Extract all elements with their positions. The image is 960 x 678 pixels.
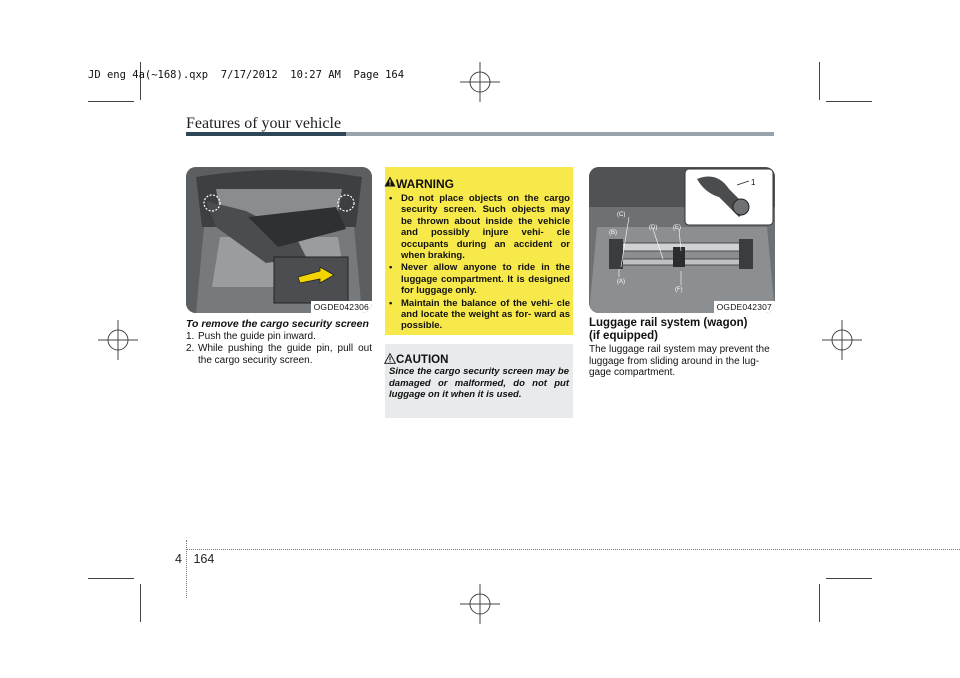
chapter-number: 4 bbox=[175, 552, 182, 566]
step-number: 1. bbox=[186, 331, 195, 342]
caution-triangle-icon bbox=[384, 353, 396, 364]
warning-item: • Never allow anyone to ride in the luggage compartment. It is designed for luggage only. bbox=[389, 262, 570, 297]
section-title-line: Luggage rail system (wagon) bbox=[589, 317, 748, 329]
crop-mark bbox=[826, 101, 872, 102]
caution-title: CAUTION bbox=[396, 354, 449, 366]
registration-mark-icon bbox=[460, 62, 500, 102]
procedure-steps bbox=[186, 331, 372, 367]
crop-mark bbox=[140, 584, 141, 622]
label-one: 1 bbox=[751, 178, 756, 187]
procedure-title: To remove the cargo security screen bbox=[186, 318, 369, 330]
figure-code: OGDE042306 bbox=[311, 301, 372, 313]
print-slug: JD eng 4a(~168).qxp 7/17/2012 10:27 AM Page 164 bbox=[88, 69, 405, 81]
page-number-value: 164 bbox=[193, 552, 215, 566]
label-d: (D) bbox=[649, 225, 658, 231]
crop-mark bbox=[140, 62, 141, 100]
label-a: (A) bbox=[617, 279, 625, 285]
crop-mark bbox=[819, 584, 820, 622]
crop-mark bbox=[88, 578, 134, 579]
step-number: 2. bbox=[186, 343, 195, 354]
registration-mark-icon bbox=[460, 584, 500, 624]
crop-mark bbox=[819, 62, 820, 100]
step-text: While pushing the guide pin, pull out the cargo security screen. bbox=[198, 343, 372, 366]
step-text: Push the guide pin inward. bbox=[198, 331, 316, 342]
warning-item-text: Never allow anyone to ride in the luggage compartment. It is designed for luggage only. bbox=[401, 262, 570, 297]
warning-triangle-icon bbox=[384, 176, 396, 187]
registration-mark-icon bbox=[98, 320, 138, 360]
luggage-rail-illustration bbox=[589, 167, 775, 313]
page-header-title: Features of your vehicle bbox=[186, 115, 342, 132]
figure-code: OGDE042307 bbox=[714, 301, 775, 313]
warning-item: • Maintain the balance of the vehi- cle and locate the weight as for- ward as possible. bbox=[389, 297, 570, 332]
cargo-screen-photo bbox=[186, 167, 372, 313]
label-f: (F) bbox=[675, 287, 683, 293]
warning-title: WARNING bbox=[396, 177, 454, 191]
caution-text: Since the cargo security screen may be damaged or malformed, do not put luggage on it when it is used. bbox=[389, 366, 569, 400]
footer-rule bbox=[186, 549, 960, 550]
registration-mark-icon bbox=[822, 320, 862, 360]
warning-item-text: Do not place objects on the cargo security screen. Such objects may be thrown about inside the vehicle and possibly injure vehi- cle occupants during an accident or when braking. bbox=[401, 193, 570, 262]
header-rule-accent bbox=[186, 132, 346, 136]
crop-mark bbox=[826, 578, 872, 579]
procedure-step bbox=[186, 331, 372, 343]
label-e: (E) bbox=[673, 225, 681, 231]
crop-mark bbox=[88, 101, 134, 102]
footer-rule-vertical bbox=[186, 540, 188, 598]
section-title-line: (if equipped) bbox=[589, 330, 658, 342]
cargo-screen-illustration bbox=[186, 167, 372, 313]
label-b: (B) bbox=[609, 230, 617, 236]
warning-item-text: Maintain the balance of the vehi- cle and locate the weight as for- ward as possible. bbox=[401, 297, 570, 332]
luggage-rail-photo bbox=[589, 167, 775, 313]
label-c: (C) bbox=[617, 212, 626, 218]
section-title bbox=[589, 317, 747, 343]
warning-list bbox=[389, 193, 570, 333]
procedure-step bbox=[186, 343, 372, 367]
warning-item: • Do not place objects on the cargo security screen. Such objects may be thrown about inside the vehicle and possibly injure vehi- cle occupants during an accident or when braking. bbox=[389, 193, 570, 262]
page-number bbox=[175, 552, 214, 566]
section-body: The luggage rail system may prevent the luggage from sliding around in the lug- gage compartment. bbox=[589, 344, 770, 379]
